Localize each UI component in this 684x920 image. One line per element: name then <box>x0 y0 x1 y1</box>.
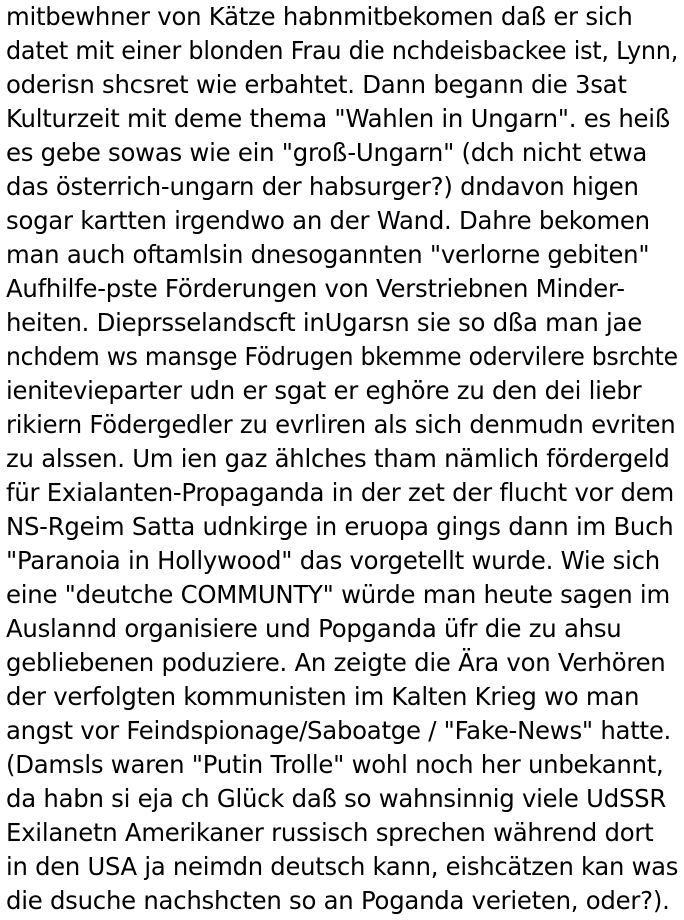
text-line: (Damsls waren "Putin Trolle" wohl noch her unbekannt, <box>6 750 664 779</box>
text-line: oderisn shcsret wie erbahtet. Dann begann die 3sat <box>6 70 627 99</box>
text-line: eine "deutche COMMUNTY" würde man heute sagen im <box>6 580 670 609</box>
text-line: ienitevieparter udn er sgat er eghöre zu den dei liebr <box>6 376 642 405</box>
text-line: nchdem ws mansge Födrugen bkemme odervilere bsrchte <box>6 342 678 371</box>
text-line: Auslannd organisiere und Popganda üfr die zu ahsu <box>6 614 622 643</box>
text-line: "Paranoia in Hollywood" das vorgetellt wurde. Wie sich <box>6 546 660 575</box>
text-line: NS-Rgeim Satta udnkirge in eruopa gings dann im Buch <box>6 512 674 541</box>
text-line: angst vor Feindspionage/Saboatge / "Fake-News" hatte. <box>6 716 672 745</box>
text-line: sogar kartten irgendwo an der Wand. Dahre bekomen <box>6 206 650 235</box>
text-line: Aufhilfe-pste Förderungen von Verstriebnen Minder- <box>6 274 625 303</box>
text-line: für Exialanten-Propaganda in der zet der flucht vor dem <box>6 478 674 507</box>
text-line: man auch oftamlsin dnesogannten "verlorne gebiten" <box>6 240 650 269</box>
text-line: gebliebenen poduziere. An zeigte die Ära von Verhören <box>6 648 666 677</box>
text-line: datet mit einer blonden Frau die nchdeisbackee ist, Lynn, <box>6 36 679 65</box>
text-line: in den USA ja neimdn deutsch kann, eishcätzen kan was <box>6 852 679 881</box>
text-line: rikiern Födergedler zu evrliren als sich denmudn evriten <box>6 410 676 439</box>
text-line: heiten. Dieprsselandscft inUgarsn sie so dßa man jae <box>6 308 642 337</box>
document-text <box>6 0 682 918</box>
text-line: der verfolgten kommunisten im Kalten Krieg wo man <box>6 682 640 711</box>
text-line: mitbewhner von Kätze habnmitbekomen daß er sich <box>6 2 633 31</box>
text-line: die dsuche nachshcten so an Poganda verieten, oder?). <box>6 886 670 915</box>
text-line: es gebe sowas wie ein "groß-Ungarn" (dch nicht etwa <box>6 138 648 167</box>
text-line: Kulturzeit mit deme thema "Wahlen in Ungarn". es heiß <box>6 104 670 133</box>
text-line: Exilanetn Amerikaner russisch sprechen während dort <box>6 818 654 847</box>
text-line: zu alssen. Um ien gaz ählches tham nämlich fördergeld <box>6 444 670 473</box>
text-line: da habn si eja ch Glück daß so wahnsinnig viele UdSSR <box>6 784 667 813</box>
text-line: das österrich-ungarn der habsurger?) dndavon higen <box>6 172 639 201</box>
